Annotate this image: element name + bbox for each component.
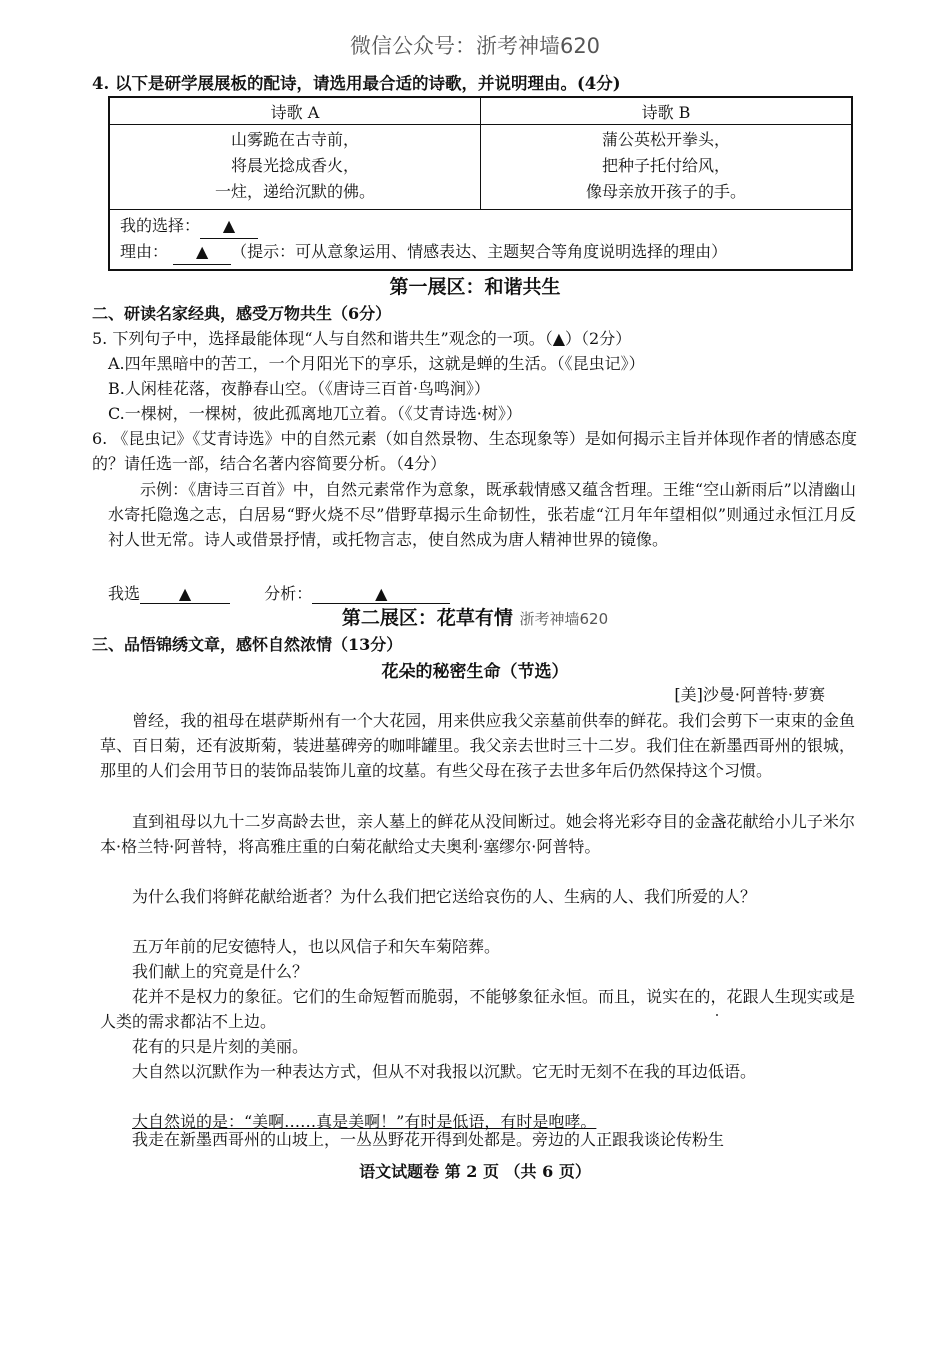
section-3-heading: 三、品悟锦绣文章，感怀自然浓情（13分） [92, 635, 403, 654]
question-5-option-a: A.四年黑暗中的苦工，一个月阳光下的享乐，这就是蝉的生活。（《昆虫记》） [108, 354, 645, 373]
answer-area [109, 210, 852, 271]
poem-b-heading: 诗歌 B [481, 97, 853, 125]
poem-a-heading: 诗歌 A [109, 97, 481, 125]
article-paragraph: 为什么我们将鲜花献给逝者？为什么我们把它送给哀伤的人、生病的人、我们所爱的人？ [132, 887, 757, 906]
watermark-header: 微信公众号：浙考神墙620 [349, 34, 601, 58]
poem-a-line: 将晨光捻成香火， [230, 156, 359, 175]
article-title: 花朵的秘密生命（节选） [381, 662, 569, 682]
scan-speck [716, 1014, 718, 1016]
choice-row [120, 213, 841, 239]
reason-row [120, 239, 841, 265]
article-author: [美]沙曼·阿普特·萝赛 [674, 685, 825, 704]
poem-b-body [481, 125, 853, 210]
reason-label: 理由： [120, 242, 169, 261]
zone-1-title: 第一展区：和谐共生 [389, 276, 561, 298]
question-5-option-c: C.一棵树，一棵树，彼此孤离地兀立着。（《艾青诗选·树》） [108, 404, 522, 423]
article-paragraph: 大自然以沉默作为一种表达方式，但从不对我报以沉默。它无时无刻不在我的耳边低语。 [132, 1062, 757, 1081]
section-2-heading: 二、研读名家经典，感受万物共生（6分） [92, 304, 392, 323]
question-6-answer-row [108, 581, 450, 604]
zone-2-title-row [0, 603, 950, 630]
choose-blank[interactable]: ▲ [140, 584, 230, 604]
underlined-sentence: 大自然说的是：“美啊……真是美啊！”有时是低语，有时是咆哮。 [132, 1112, 597, 1131]
poem-b-line: 蒲公英松开拳头， [601, 130, 730, 149]
zone-2-title: 第二展区：花草有情 [341, 607, 513, 629]
reason-hint: （提示：可从意象运用、情感表达、主题契合等角度说明选择的理由） [231, 242, 728, 261]
article-paragraph: 花有的只是片刻的美丽。 [132, 1037, 309, 1056]
inline-watermark: 浙考神墙620 [519, 610, 609, 628]
question-6-example: 示例：《唐诗三百首》中，自然元素常作为意象，既承载情感又蕴含哲理。王维“空山新雨后”以清幽山水寄托隐逸之志，白居易“野火烧不尽”借野草揭示生命韧性，张若虚“江月年年望相似”则通过永恒江月反衬人世无常。诗人或借景抒情，或托物言志，使自然成为唐人精神世界的镜像。 [108, 480, 856, 549]
question-6-stem [92, 426, 857, 476]
question-4-title: 4. 以下是研学展展板的配诗，请选用最合适的诗歌，并说明理由。(4分) [92, 74, 621, 93]
question-5-option-b: B.人闲桂花落，夜静春山空。（《唐诗三百首·鸟鸣涧》） [108, 379, 490, 398]
article-paragraph: 曾经，我的祖母在堪萨斯州有一个大花园，用来供应我父亲墓前供奉的鲜花。我们会剪下一束束的金鱼草、百日菊，还有波斯菊，装进墓碑旁的咖啡罐里。我父亲去世时三十二岁。我们住在新墨西哥州的银城，那里的人们会用节日的装饰品装饰儿童的坟墓。有些父母在孩子去世多年后仍然保持这个习惯。 [100, 711, 855, 780]
reason-blank[interactable]: ▲ [173, 239, 231, 265]
question-6-stem-text: 6. 《昆虫记》《艾青诗选》中的自然元素（如自然景物、生态现象等）是如何揭示主旨并体现作者的情感态度的？请任选一部，结合名著内容简要分析。（4分） [92, 429, 857, 473]
poem-a-line: 一炷，递给沉默的佛。 [214, 182, 375, 201]
poem-a-line: 山雾跪在古寺前， [230, 130, 359, 149]
poem-b-line: 像母亲放开孩子的手。 [585, 182, 746, 201]
article-paragraph: 五万年前的尼安德特人，也以风信子和矢车菊陪葬。 [132, 937, 501, 956]
article-last-line: 我走在新墨西哥州的山坡上，一丛丛野花开得到处都是。旁边的人正跟我谈论传粉生 [132, 1130, 725, 1149]
article-paragraph: 我们献上的究竟是什么？ [132, 962, 309, 981]
article-paragraph: 花并不是权力的象征。它们的生命短暂而脆弱，不能够象征永恒。而且，说实在的，花跟人生现实或是人类的需求都沾不上边。 [100, 987, 855, 1031]
poem-a-body [109, 125, 481, 210]
question-5-stem: 5. 下列句子中，选择最能体现“人与自然和谐共生”观念的一项。（▲）（2分） [92, 329, 632, 348]
page-footer: 语文试题卷 第 2 页 （共 6 页） [359, 1162, 591, 1181]
choose-label: 我选 [108, 584, 141, 603]
choice-label: 我的选择： [120, 216, 201, 235]
analysis-blank[interactable]: ▲ [312, 584, 450, 604]
poem-b-line: 把种子托付给风， [601, 156, 730, 175]
choice-blank[interactable]: ▲ [200, 213, 258, 239]
article-paragraph: 直到祖母以九十二岁高龄去世，亲人墓上的鲜花从没间断过。她会将光彩夺目的金盏花献给小儿子米尔本·格兰特·阿普特，将高雅庄重的白菊花献给丈夫奥利·塞缪尔·阿普特。 [100, 812, 855, 856]
analysis-label: 分析： [264, 584, 313, 603]
poem-table [108, 96, 853, 271]
